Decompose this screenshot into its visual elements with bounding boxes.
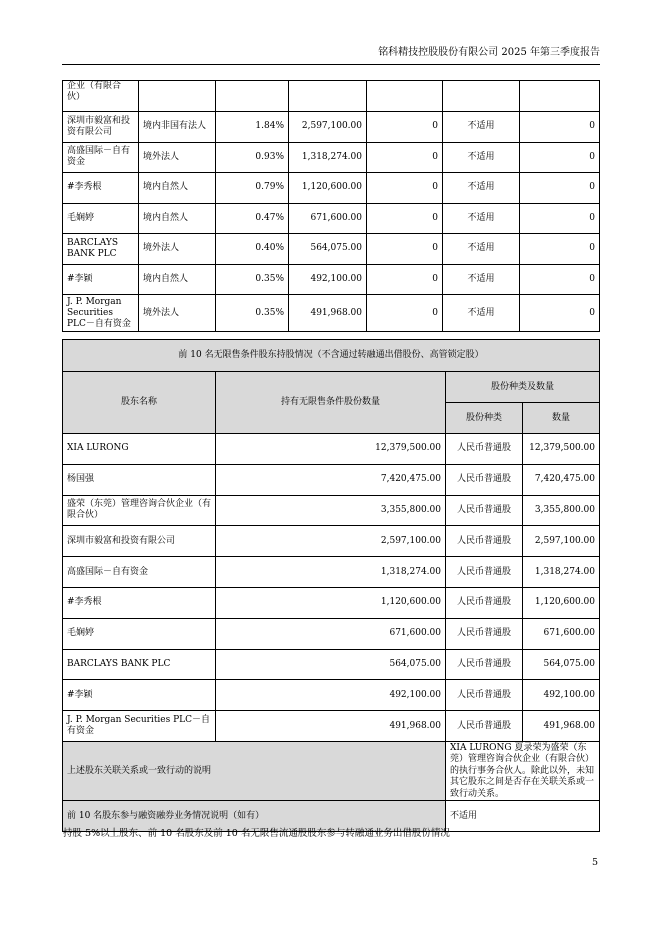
table-row <box>63 295 600 332</box>
share-amount: 12,379,500.00 <box>523 434 600 465</box>
col-header-qty: 持有无限售条件股份数量 <box>216 372 446 434</box>
shareholder-name: XIA LURONG <box>63 434 216 465</box>
share-amount: 2,597,100.00 <box>523 526 600 557</box>
share-amount: 492,100.00 <box>523 680 600 711</box>
table-row <box>63 142 600 173</box>
holding-pct: 0.79% <box>216 173 289 204</box>
shareholder-name: 企业（有限合伙） <box>63 81 139 112</box>
share-kind: 人民币普通股 <box>446 434 523 465</box>
share-amount: 3,355,800.00 <box>523 495 600 526</box>
table-row <box>63 649 600 680</box>
shareholder-name: 盛荣（东莞）管理咨询合伙企业（有限合伙） <box>63 495 216 526</box>
share-kind: 人民币普通股 <box>446 587 523 618</box>
shareholder-name: 高盛国际－自有资金 <box>63 142 139 173</box>
table-row <box>63 81 600 112</box>
relation-label: 上述股东关联关系或一致行动的说明 <box>63 741 446 801</box>
share-amount: 564,075.00 <box>523 649 600 680</box>
table-row <box>63 618 600 649</box>
table-row <box>63 495 600 526</box>
holding-pct: 1.84% <box>216 112 289 143</box>
table-row <box>63 526 600 557</box>
shareholder-type: 境内非国有法人 <box>139 112 216 143</box>
unrestricted-qty: 492,100.00 <box>216 680 446 711</box>
table-row <box>63 173 600 204</box>
holding-shares: 671,600.00 <box>289 203 367 234</box>
col-header-amount: 数量 <box>523 403 600 434</box>
table-row <box>63 557 600 588</box>
table-row <box>63 434 600 465</box>
section-title-row <box>63 340 600 372</box>
pledge-status: 不适用 <box>443 173 520 204</box>
table-row <box>63 711 600 742</box>
shareholder-type <box>139 81 216 112</box>
pledge-qty <box>520 81 600 112</box>
holding-shares: 491,968.00 <box>289 295 367 332</box>
share-amount: 7,420,475.00 <box>523 464 600 495</box>
shareholder-name: J. P. Morgan Securities PLC－自有资金 <box>63 295 139 332</box>
restricted-shares: 0 <box>367 112 443 143</box>
col-header-kind: 股份种类 <box>446 403 523 434</box>
shareholder-type: 境外法人 <box>139 234 216 265</box>
pledge-status <box>443 81 520 112</box>
section-title: 前 10 名无限售条件股东持股情况（不含通过转融通出借股份、高管锁定股） <box>63 340 600 372</box>
shareholder-name: J. P. Morgan Securities PLC－自有资金 <box>63 711 216 742</box>
holding-pct: 0.47% <box>216 203 289 234</box>
pledge-status: 不适用 <box>443 234 520 265</box>
share-kind: 人民币普通股 <box>446 464 523 495</box>
pledge-status: 不适用 <box>443 203 520 234</box>
table-row <box>63 587 600 618</box>
col-header-name: 股东名称 <box>63 372 216 434</box>
shareholder-type: 境外法人 <box>139 295 216 332</box>
share-amount: 1,120,600.00 <box>523 587 600 618</box>
holding-pct: 0.35% <box>216 264 289 295</box>
footnote: 持股 5%以上股东、前 10 名股东及前 10 名无限售流通股股东参与转融通业务出借股份情况 <box>63 828 450 839</box>
share-kind: 人民币普通股 <box>446 495 523 526</box>
restricted-shares: 0 <box>367 295 443 332</box>
shareholder-name: #李秀根 <box>63 173 139 204</box>
shareholder-type: 境外法人 <box>139 142 216 173</box>
share-kind: 人民币普通股 <box>446 618 523 649</box>
shareholder-name: 毛娴婷 <box>63 618 216 649</box>
pledge-status: 不适用 <box>443 142 520 173</box>
table-row <box>63 234 600 265</box>
relation-text: XIA LURONG 夏录荣为盛荣（东莞）管理咨询合伙企业（有限合伙）的执行事务合伙人。除此以外，未知其它股东之间是否存在关联关系或一致行动关系。 <box>446 741 600 801</box>
shareholder-name: BARCLAYS BANK PLC <box>63 234 139 265</box>
pledge-qty: 0 <box>520 203 600 234</box>
shareholder-name: #李颖 <box>63 264 139 295</box>
header-row <box>63 372 600 403</box>
holding-shares: 492,100.00 <box>289 264 367 295</box>
share-kind: 人民币普通股 <box>446 649 523 680</box>
page-number: 5 <box>591 857 598 868</box>
share-amount: 1,318,274.00 <box>523 557 600 588</box>
restricted-shares: 0 <box>367 264 443 295</box>
shareholder-name: 毛娴婷 <box>63 203 139 234</box>
shareholder-name: 杨国强 <box>63 464 216 495</box>
unrestricted-qty: 671,600.00 <box>216 618 446 649</box>
shareholder-type: 境内自然人 <box>139 264 216 295</box>
share-kind: 人民币普通股 <box>446 557 523 588</box>
table-row <box>63 464 600 495</box>
shareholder-name: #李颖 <box>63 680 216 711</box>
unrestricted-qty: 564,075.00 <box>216 649 446 680</box>
table-row <box>63 680 600 711</box>
table-row <box>63 112 600 143</box>
holding-pct: 0.35% <box>216 295 289 332</box>
unrestricted-qty: 2,597,100.00 <box>216 526 446 557</box>
pledge-status: 不适用 <box>443 295 520 332</box>
pledge-qty: 0 <box>520 295 600 332</box>
share-kind: 人民币普通股 <box>446 711 523 742</box>
restricted-shares: 0 <box>367 203 443 234</box>
shareholder-name: 高盛国际－自有资金 <box>63 557 216 588</box>
share-kind: 人民币普通股 <box>446 526 523 557</box>
share-amount: 491,968.00 <box>523 711 600 742</box>
header-divider <box>62 64 600 65</box>
top10-shareholders-table <box>62 80 600 332</box>
relation-row <box>63 741 600 801</box>
restricted-shares <box>367 81 443 112</box>
unrestricted-qty: 491,968.00 <box>216 711 446 742</box>
share-amount: 671,600.00 <box>523 618 600 649</box>
holding-shares: 1,318,274.00 <box>289 142 367 173</box>
unrestricted-qty: 1,120,600.00 <box>216 587 446 618</box>
holding-shares <box>289 81 367 112</box>
holding-shares: 2,597,100.00 <box>289 112 367 143</box>
table-row <box>63 264 600 295</box>
unrestricted-shareholders-table <box>62 339 600 832</box>
unrestricted-qty: 1,318,274.00 <box>216 557 446 588</box>
pledge-qty: 0 <box>520 142 600 173</box>
restricted-shares: 0 <box>367 234 443 265</box>
holding-shares: 1,120,600.00 <box>289 173 367 204</box>
pledge-status: 不适用 <box>443 264 520 295</box>
restricted-shares: 0 <box>367 173 443 204</box>
pledge-qty: 0 <box>520 234 600 265</box>
holding-pct: 0.40% <box>216 234 289 265</box>
col-header-kind-group: 股份种类及数量 <box>446 372 600 403</box>
unrestricted-qty: 3,355,800.00 <box>216 495 446 526</box>
shareholder-type: 境内自然人 <box>139 173 216 204</box>
holding-pct <box>216 81 289 112</box>
unrestricted-qty: 12,379,500.00 <box>216 434 446 465</box>
holding-shares: 564,075.00 <box>289 234 367 265</box>
restricted-shares: 0 <box>367 142 443 173</box>
pledge-status: 不适用 <box>443 112 520 143</box>
report-header: 铭科精技控股股份有限公司 2025 年第三季度报告 <box>378 47 600 58</box>
shareholder-type: 境内自然人 <box>139 203 216 234</box>
table-row <box>63 203 600 234</box>
pledge-qty: 0 <box>520 264 600 295</box>
unrestricted-qty: 7,420,475.00 <box>216 464 446 495</box>
pledge-qty: 0 <box>520 112 600 143</box>
shareholder-name: #李秀根 <box>63 587 216 618</box>
holding-pct: 0.93% <box>216 142 289 173</box>
share-kind: 人民币普通股 <box>446 680 523 711</box>
shareholder-name: 深圳市毅富和投资有限公司 <box>63 112 139 143</box>
margin-label: 前 10 名股东参与融资融券业务情况说明（如有） <box>63 801 446 832</box>
shareholder-name: BARCLAYS BANK PLC <box>63 649 216 680</box>
shareholder-name: 深圳市毅富和投资有限公司 <box>63 526 216 557</box>
pledge-qty: 0 <box>520 173 600 204</box>
margin-text: 不适用 <box>446 801 600 832</box>
